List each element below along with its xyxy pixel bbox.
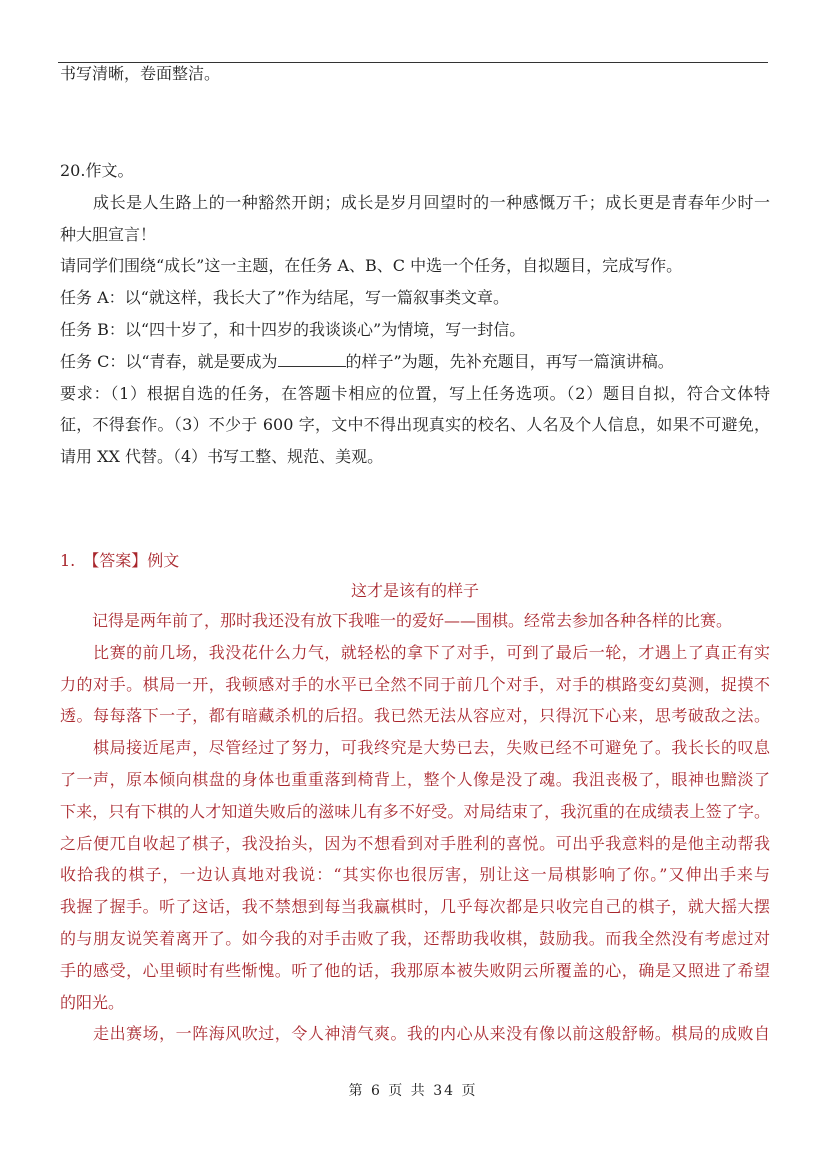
- essay-line: 我握了握手。听了这话，我不禁想到每当我赢棋时，几乎每次都是只收完自己的棋子，就大摇大摆: [60, 897, 770, 917]
- requirement-line: 征，不得套作。（3）不少于 600 字，文中不得出现真实的校名、人名及个人信息，如果不可避免，: [60, 415, 770, 435]
- intro-line: 种大胆宣言！: [60, 224, 157, 244]
- essay-line: 了一声，原本倾向棋盘的身体也重重落到椅背上，整个人像是没了魂。我沮丧极了，眼神也黯淡了: [60, 769, 770, 789]
- essay-line: 下来，只有下棋的人才知道失败后的滋味儿有多不好受。对局结束了，我沉重的在成绩表上签了字。: [60, 801, 770, 821]
- requirement-line: 要求：（1）根据自选的任务，在答题卡相应的位置，写上任务选项。（2）题目自拟，符合文体特: [60, 383, 770, 403]
- essay-line: 记得是两年前了，那时我还没有放下我唯一的爱好——围棋。经常去参加各种各样的比赛。: [60, 611, 733, 630]
- previous-question-tail: [60, 58, 770, 90]
- essay-title: 这才是该有的样子: [350, 581, 479, 600]
- essay-line: 的与朋友说笑着离开了。如今我的对手击败了我，还帮助我收棋，鼓励我。而我全然没有考虑过对: [60, 928, 770, 948]
- task-c-end: 的样子”为题，先补充题目，再写一篇演讲稿。: [345, 351, 674, 371]
- text-line: 书写清晰，卷面整洁。: [60, 64, 221, 83]
- intro-line: 成长是人生路上的一种豁然开朗；成长是岁月回望时的一种感慨万千；成长更是青春年少时一: [60, 192, 770, 212]
- essay-line: 比赛的前几场，我没花什么力气，就轻松的拿下了对手，可到了最后一轮，才遇上了真正有实: [60, 642, 770, 662]
- instruction: 请同学们围绕“成长”这一主题，在任务 A、B、C 中选一个任务，自拟题目，完成写作。: [60, 256, 683, 276]
- answer-section: [60, 545, 770, 1050]
- task-c-start: 任务 C：以“青春，就是要成为: [60, 351, 278, 371]
- task-b: 任务 B：以“四十岁了，和十四岁的我谈谈心”为情境，写一封信。: [60, 319, 526, 339]
- requirement-line: 请用 XX 代替。（4）书写工整、规范、美观。: [60, 447, 384, 467]
- task-a: 任务 A：以“就这样，我长大了”作为结尾，写一篇叙事类文章。: [60, 288, 510, 308]
- essay-line: 透。每每落下一子，都有暗藏杀机的后招。我已然无法从容应对，只得沉下心来，思考破敌之法。: [60, 706, 770, 726]
- question-heading: 20.作文。: [60, 161, 134, 180]
- essay-body: [60, 605, 770, 1050]
- answer-label: 1. 【答案】例文: [60, 551, 180, 570]
- page-footer: 第 6 页 共 34 页: [348, 1083, 478, 1099]
- essay-line: 走出赛场，一阵海风吹过，令人神清气爽。我的内心从来没有像以前这般舒畅。棋局的成败自: [60, 1024, 770, 1044]
- essay-line: 的阳光。: [60, 992, 125, 1012]
- essay-line: 之后便兀自收起了棋子，我没抬头，因为不想看到对手胜利的喜悦。可出乎我意料的是他主动帮我: [60, 833, 770, 853]
- essay-line: 力的对手。棋局一开，我顿感对手的水平已全然不同于前几个对手，对手的棋路变幻莫测，捉摸不: [60, 674, 770, 694]
- essay-line: 手的感受，心里顿时有些惭愧。听了他的话，我那原本被失败阴云所覆盖的心，确是又照进了希望: [60, 960, 770, 980]
- fill-blank: [278, 352, 346, 367]
- task-c: [60, 346, 770, 378]
- essay-line: 收拾我的棋子，一边认真地对我说：“其实你也很厉害，别让这一局棋影响了你。”又伸出手来与: [60, 865, 770, 885]
- question-20: [60, 155, 770, 473]
- essay-line: 棋局接近尾声，尽管经过了努力，可我终究是大势已去，失败已经不可避免了。我长长的叹息: [60, 738, 770, 758]
